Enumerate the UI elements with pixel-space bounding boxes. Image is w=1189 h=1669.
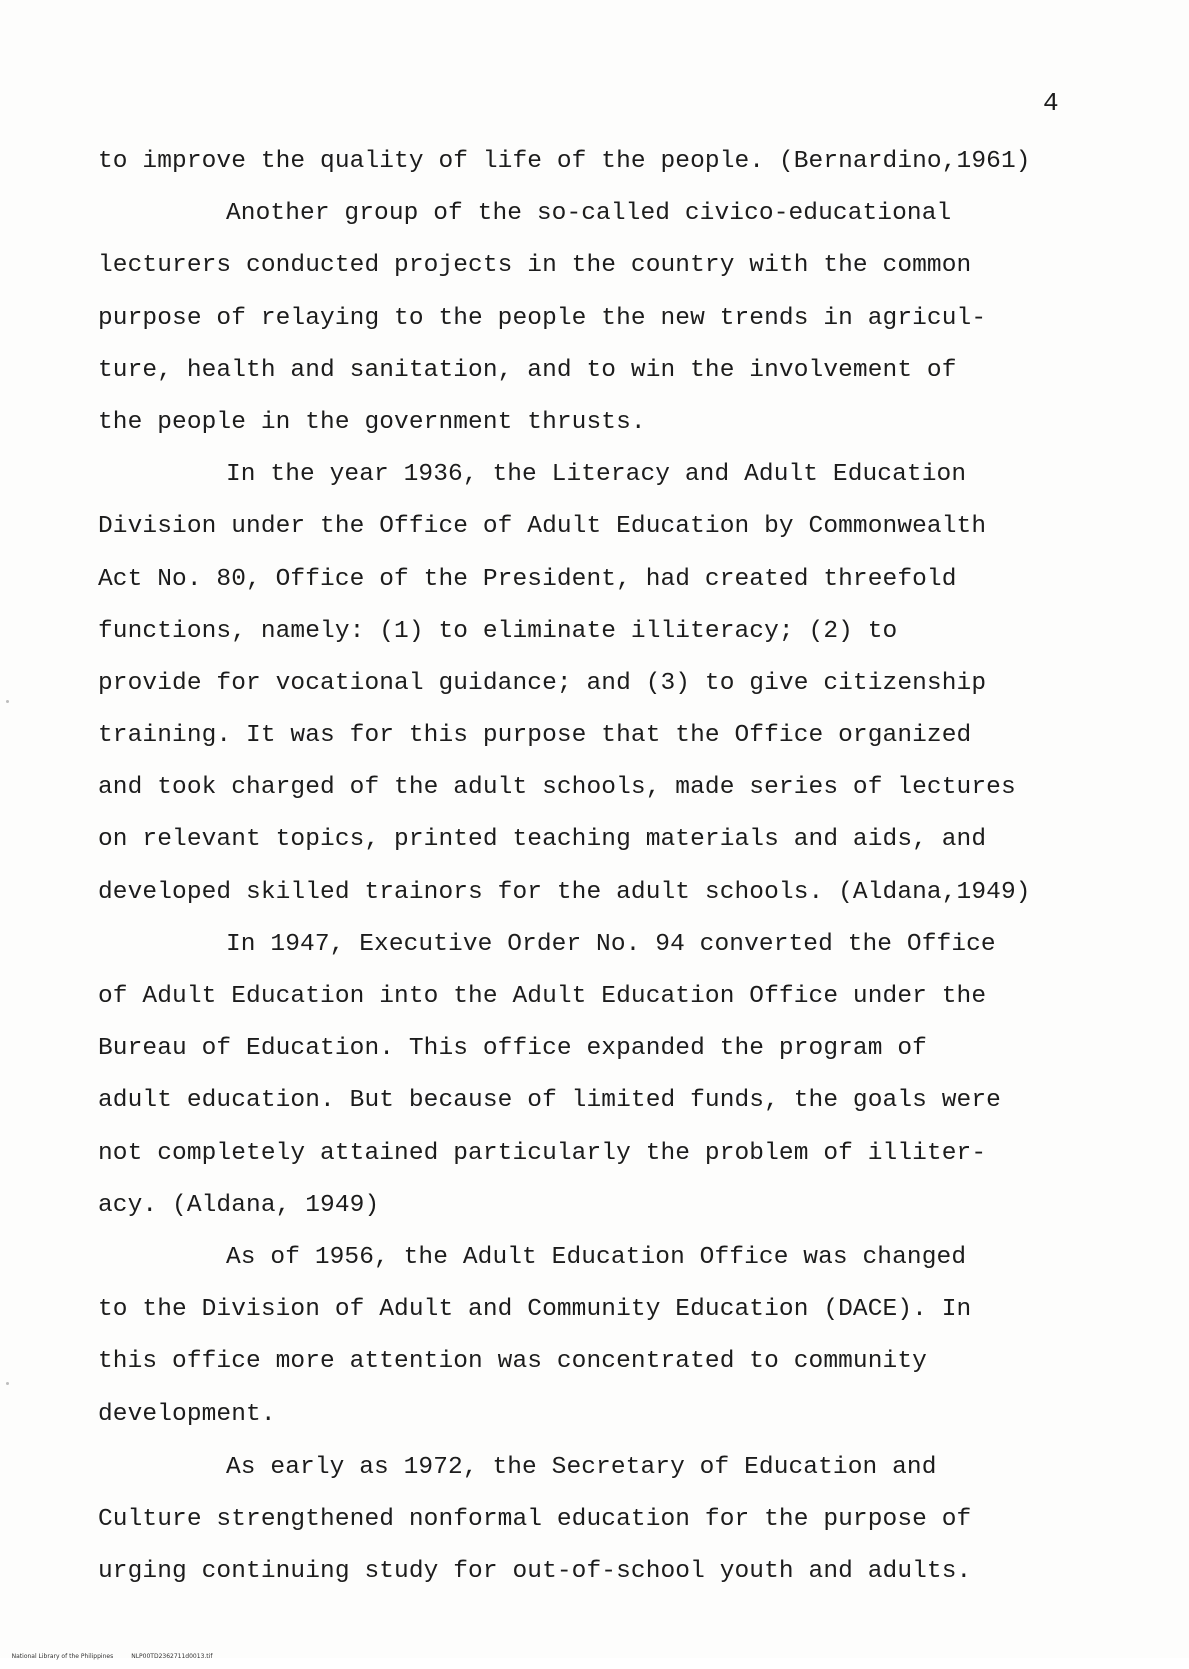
scan-speck — [6, 700, 9, 703]
text-line: Bureau of Education. This office expanded the program of — [98, 1035, 927, 1063]
text-line: to improve the quality of life of the people. (Bernardino,1961) — [98, 148, 1031, 175]
text-line: purpose of relaying to the people the new trends in agricul- — [98, 304, 987, 332]
library-credit: National Library of the Philippines — [11, 1653, 114, 1660]
text-line: adult education. But because of limited funds, the goals were — [98, 1087, 1001, 1115]
text-line: Culture strengthened nonformal education for the purpose of — [98, 1505, 972, 1533]
text-line: As of 1956, the Adult Education Office was changed — [226, 1243, 967, 1271]
body-text — [98, 136, 1128, 1598]
text-line: this office more attention was concentrated to community — [98, 1348, 927, 1376]
text-line: functions, namely: (1) to eliminate illiteracy; (2) to — [98, 617, 898, 645]
scan-speck — [6, 1382, 9, 1385]
text-line: and took charged of the adult schools, made series of lectures — [98, 774, 1016, 802]
scan-footer — [4, 1645, 212, 1669]
text-line: Division under the Office of Adult Education by Commonwealth — [98, 513, 987, 541]
text-line: development. — [98, 1400, 276, 1428]
text-line: the people in the government thrusts. — [98, 408, 646, 436]
text-line: In the year 1936, the Literacy and Adult Education — [226, 461, 967, 489]
text-line: on relevant topics, printed teaching materials and aids, and — [98, 826, 987, 854]
text-line: not completely attained particularly the problem of illiter- — [98, 1139, 987, 1167]
text-line: urging continuing study for out-of-school youth and adults. — [98, 1558, 972, 1586]
text-line: acy. (Aldana, 1949) — [98, 1191, 380, 1219]
text-line: of Adult Education into the Adult Education Office under the — [98, 983, 987, 1010]
file-id: NLP00TD2362711d0013.tif — [131, 1653, 213, 1660]
text-line: developed skilled trainors for the adult schools. (Aldana,1949) — [98, 878, 1031, 906]
text-line: In 1947, Executive Order No. 94 converted the Office — [226, 930, 996, 958]
page-number: 4 — [1043, 88, 1059, 118]
text-line: lecturers conducted projects in the country with the common — [98, 252, 972, 280]
text-line: to the Division of Adult and Community Education (DACE). In — [98, 1296, 972, 1324]
text-line: As early as 1972, the Secretary of Education and — [226, 1453, 937, 1481]
text-line: Another group of the so-called civico-educational — [226, 200, 952, 228]
text-line: Act No. 80, Office of the President, had created threefold — [98, 565, 957, 593]
text-line: training. It was for this purpose that the Office organized — [98, 722, 972, 750]
text-line: provide for vocational guidance; and (3) to give citizenship — [98, 669, 987, 697]
text-line: ture, health and sanitation, and to win the involvement of — [98, 356, 957, 384]
